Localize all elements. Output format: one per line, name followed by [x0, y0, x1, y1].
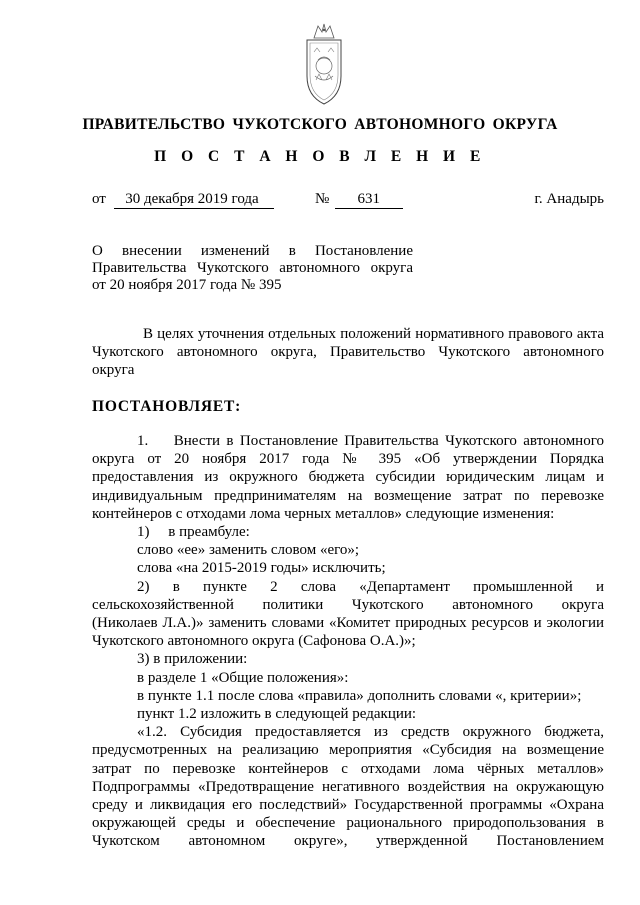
decree-body	[92, 432, 604, 851]
item1-line: предоставления из окружного бюджета субсидии юридическим лицам и	[92, 469, 604, 486]
subject-line: от 20 ноября 2017 года № 395	[92, 277, 282, 293]
preamble-paragraph	[92, 325, 604, 380]
sub-item-1-b: слова «на 2015-2019 годы» исключить;	[137, 560, 386, 577]
preamble-line: В целях уточнения отдельных положений нормативного правового акта	[143, 326, 604, 342]
sub-item-3-b: в пункте 1.1 после слова «правила» дополнить словами «, критерии»;	[137, 687, 582, 704]
government-title: ПРАВИТЕЛЬСТВО ЧУКОТСКОГО АВТОНОМНОГО ОКРУГА	[82, 116, 558, 133]
sub-item-2-line: (Николаев Л.А.)» заменить словами «Комитет природных ресурсов и экологии	[92, 615, 604, 632]
quote-line: Чукотском автономном округе», утвержденной Постановлением	[92, 833, 604, 850]
sub-item-1-a: слово «ее» заменить словом «его»;	[137, 542, 360, 559]
sub-item-2-line: сельскохозяйственной политики Чукотского автономного округа	[92, 596, 604, 613]
quote-line: среду и ликвидация его последствий» Государственной программы «Охрана	[92, 797, 604, 814]
subject-line: Правительства Чукотского автономного округа	[92, 260, 413, 276]
document-type: П О С Т А Н О В Л Е Н И Е	[154, 148, 486, 165]
preamble-line: Чукотского автономного округа, Правительство Чукотского автономного	[92, 344, 604, 361]
item1-line: округа от 20 ноября 2017 года № 395 «Об утверждении Порядка	[92, 451, 604, 468]
item1-line: индивидуальным предпринимателям на возмещение затрат по перевозке	[92, 487, 604, 504]
quote-line: «1.2. Субсидия предоставляется из средств окружного бюджета,	[137, 724, 604, 741]
document-city: г. Анадырь	[534, 191, 604, 207]
quote-line: Подпрограммы «Предотвращение негативного воздействия на окружающую	[92, 778, 604, 795]
quote-line: затрат по перевозке контейнеров с отходами лома чёрных металлов»	[92, 760, 604, 777]
sub-item-2-line: 2) в пункте 2 слова «Департамент промышленной и	[137, 578, 604, 595]
sub-item-3: 3) в приложении:	[137, 651, 248, 668]
document-date	[114, 191, 274, 209]
subject-line: О внесении изменений в Постановление	[92, 243, 413, 259]
quote-line: предусмотренных на реализацию мероприятия «Субсидия на возмещение	[92, 742, 604, 759]
decree-word: ПОСТАНОВЛЯЕТ:	[92, 398, 242, 415]
sub-item-2-line: Чукотского автономного округа (Сафонова О.А.)»;	[92, 633, 416, 650]
sub-item-3-a: в разделе 1 «Общие положения»:	[137, 669, 349, 686]
date-prefix: от	[92, 191, 106, 207]
document-date-text: 30 декабря 2019 года	[125, 191, 259, 207]
document-number	[335, 191, 403, 209]
item1-line: 1. Внести в Постановление Правительства Чукотского автономного	[137, 433, 604, 449]
number-prefix: №	[315, 191, 330, 207]
item1-line: контейнеров с отходами лома черных металлов» следующие изменения:	[92, 505, 555, 522]
coat-of-arms-emblem	[304, 18, 344, 106]
sub-item-1: 1) в преамбуле:	[137, 524, 250, 541]
preamble-line: округа	[92, 362, 135, 379]
document-meta-row	[92, 191, 604, 211]
document-number-text: 631	[357, 191, 380, 207]
quote-line: окружающей среды и обеспечение рационального природопользования в	[92, 815, 604, 832]
document-subject	[92, 243, 413, 294]
sub-item-3-c: пункт 1.2 изложить в следующей редакции:	[137, 706, 417, 723]
